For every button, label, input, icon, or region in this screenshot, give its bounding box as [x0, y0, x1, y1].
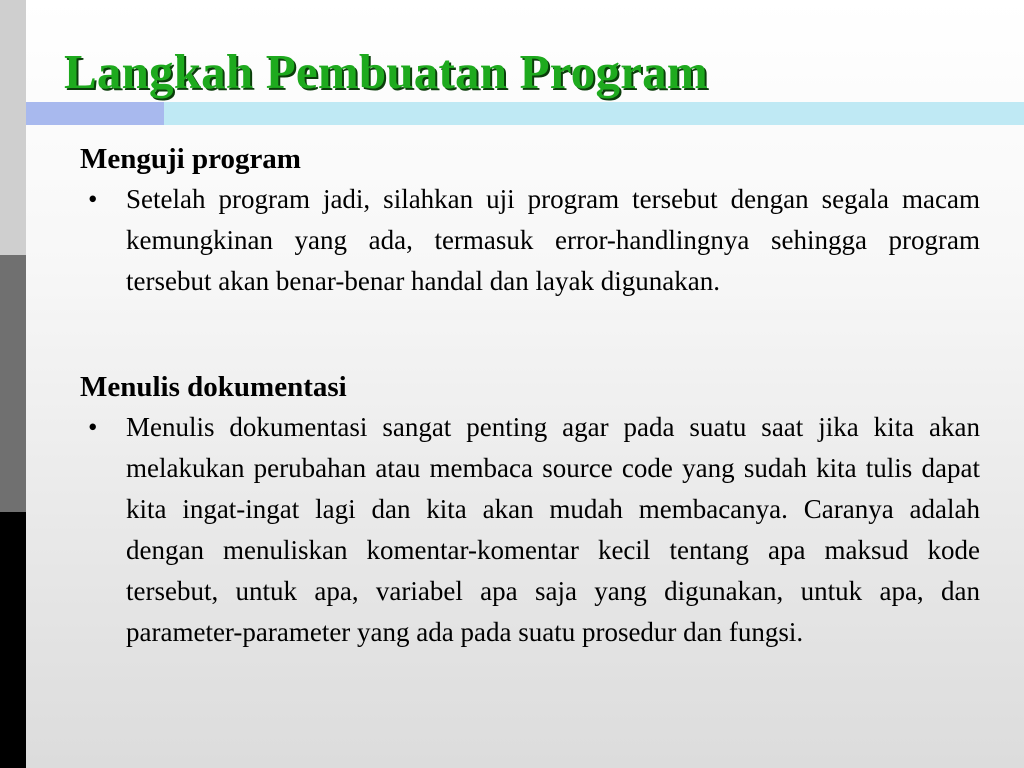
bullet-item [80, 179, 980, 302]
section-menguji-program [80, 139, 980, 302]
section-menulis-dokumentasi [80, 367, 980, 653]
left-decorative-strip [0, 0, 26, 768]
strip-segment-dark [0, 512, 26, 768]
bullet-text: Menulis dokumentasi sangat penting agar pada suatu saat jika kita akan melakukan perubahan atau membaca source code yang sudah kita tulis dapat kita ingat-ingat lagi dan kita akan mudah membacanya. Caranya adalah dengan menuliskan komentar-komentar kecil tentang apa maksud kode tersebut, untuk apa, variabel apa saja yang digunakan, untuk apa, dan parameter-parameter yang ada pada suatu prosedur dan fungsi. [126, 412, 980, 647]
section-heading: Menguji program [80, 143, 301, 175]
bullet-text: Setelah program jadi, silahkan uji program tersebut dengan segala macam kemungkinan yang ada, termasuk error-handlingnya sehingga program tersebut akan benar-benar handal dan layak digunakan. [126, 184, 980, 296]
section-heading: Menulis dokumentasi [80, 371, 347, 403]
bullet-list [80, 407, 980, 653]
bullet-icon: • [88, 184, 98, 214]
title-underline-bar [26, 102, 1024, 125]
title-bar-accent [26, 102, 164, 125]
bullet-icon: • [88, 412, 98, 442]
slide-title: Langkah Pembuatan Program [64, 44, 708, 99]
title-bar-main [164, 102, 1024, 125]
strip-segment-mid [0, 255, 26, 512]
bullet-list [80, 179, 980, 302]
bullet-item [80, 407, 980, 653]
strip-segment-light [0, 0, 26, 255]
